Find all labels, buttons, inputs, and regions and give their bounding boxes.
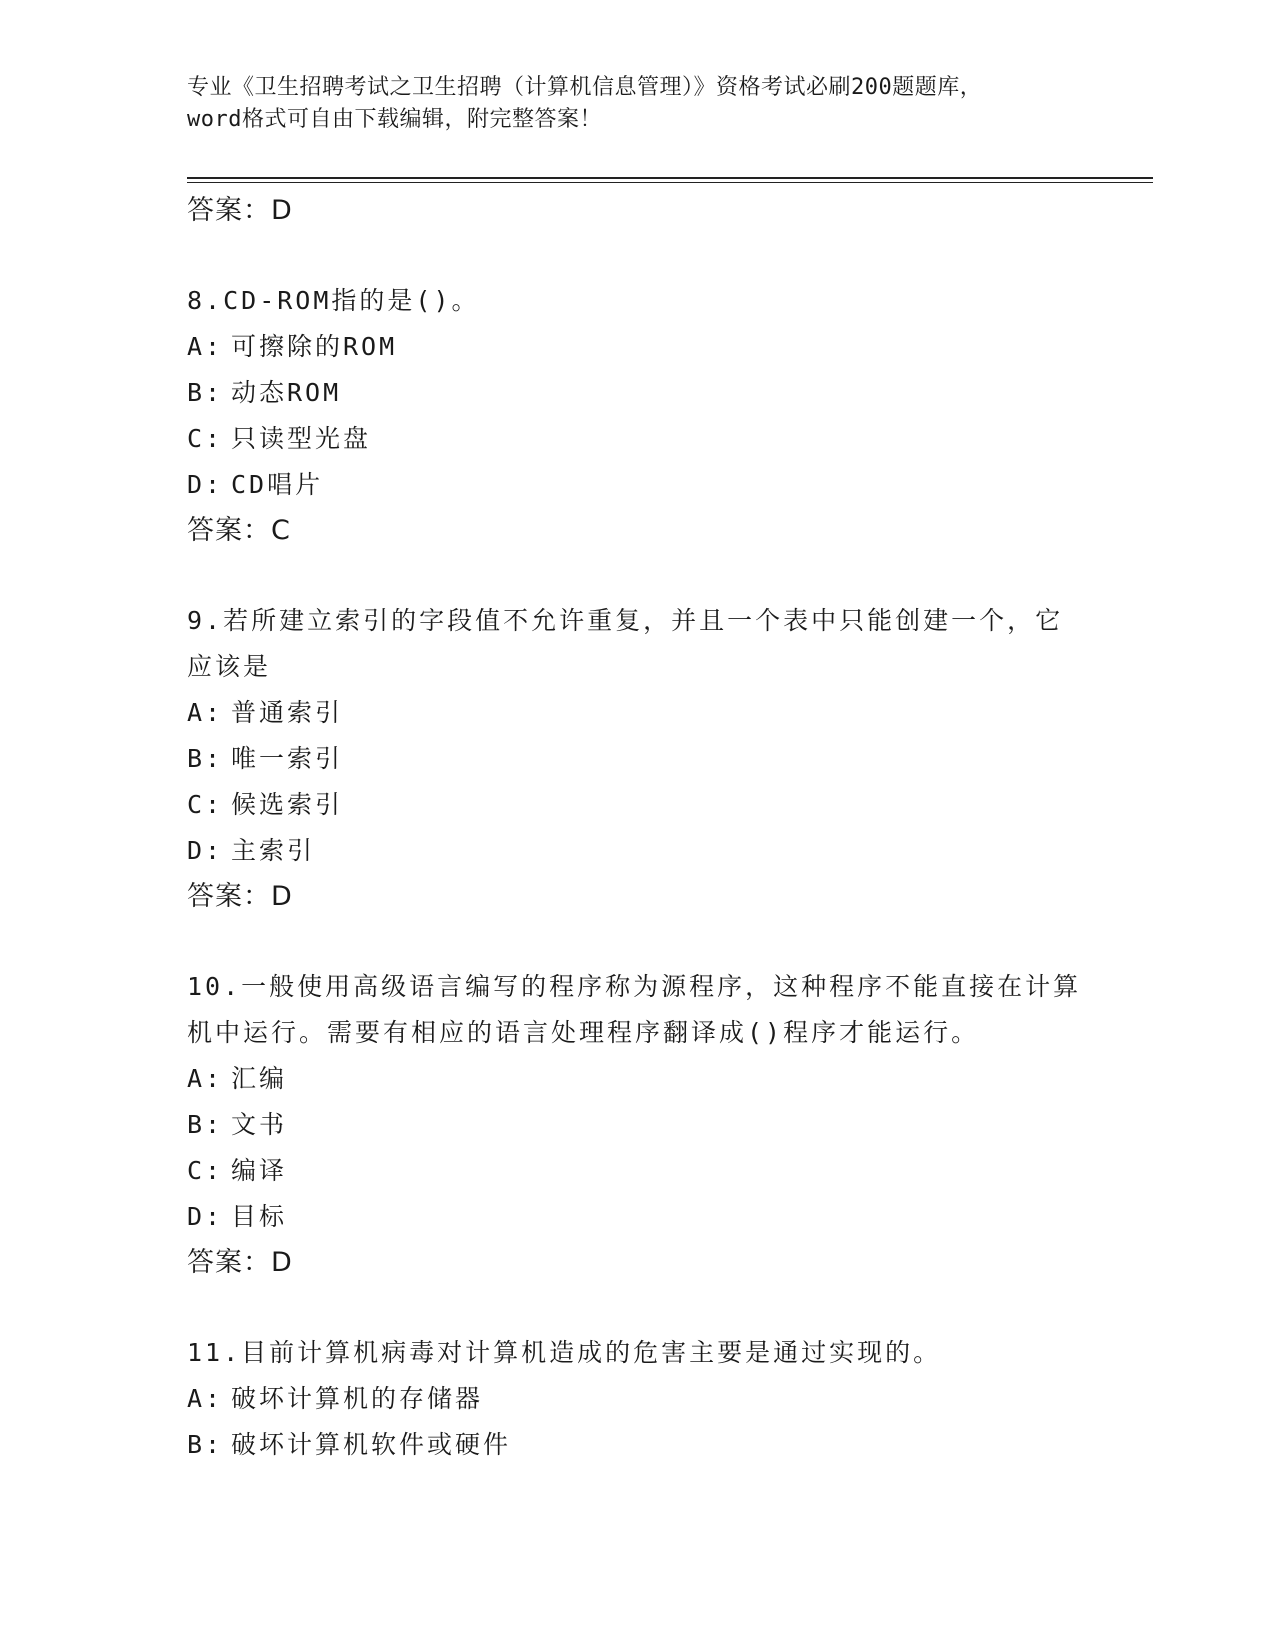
option-text: 主索引 [231,836,316,865]
option-c [187,416,1087,462]
answer-line: 答案：D [187,881,293,912]
option-b [187,370,1087,416]
option-text: 文书 [231,1110,288,1139]
option-text: 编译 [231,1156,288,1185]
question-stem: 11.目前计算机病毒对计算机造成的危害主要是通过实现的。 [187,1338,942,1367]
option-d [187,1194,1087,1240]
option-text: 普通索引 [231,698,344,727]
option-d [187,828,1087,874]
option-text: 唯一索引 [231,744,344,773]
option-letter: A: [187,332,224,361]
question-stem: 10.一般使用高级语言编写的程序称为源程序，这种程序不能直接在计算机中运行。需要有相应的语言处理程序翻译成()程序才能运行。 [187,972,1082,1047]
option-text: 破坏计算机的存储器 [231,1384,484,1413]
option-letter: B: [187,1430,224,1459]
question-stem: 8.CD-ROM指的是()。 [187,286,480,315]
option-letter: B: [187,378,224,407]
option-letter: B: [187,744,224,773]
option-text: 目标 [231,1202,288,1231]
option-b [187,736,1087,782]
previous-answer: 答案：D [187,195,293,226]
header-divider-thick [187,177,1153,179]
option-letter: D: [187,836,224,865]
option-b [187,1422,1087,1468]
header-divider-thin [187,182,1153,183]
option-letter: C: [187,424,224,453]
option-text: 可擦除的ROM [231,332,398,361]
option-letter: C: [187,1156,224,1185]
option-letter: D: [187,1202,224,1231]
option-text: CD唱片 [231,470,324,499]
option-letter: D: [187,470,224,499]
question-10 [187,964,1087,1286]
option-c [187,1148,1087,1194]
question-list [187,188,1087,1468]
question-11 [187,1330,1087,1468]
question-stem: 9.若所建立索引的字段值不允许重复，并且一个表中只能创建一个，它应该是 [187,606,1064,681]
option-text: 汇编 [231,1064,288,1093]
document-header [187,72,1087,136]
question-8 [187,278,1087,554]
option-letter: A: [187,1384,224,1413]
option-letter: A: [187,698,224,727]
option-a [187,324,1087,370]
option-c [187,782,1087,828]
answer-line: 答案：D [187,1247,293,1278]
option-text: 动态ROM [231,378,342,407]
option-a [187,1056,1087,1102]
answer-line: 答案：C [187,515,291,546]
option-text: 候选索引 [231,790,344,819]
option-letter: B: [187,1110,224,1139]
option-a [187,1376,1087,1422]
header-line-2: word格式可自由下载编辑，附完整答案！ [187,107,602,132]
option-d [187,462,1087,508]
header-line-1: 专业《卫生招聘考试之卫生招聘（计算机信息管理）》资格考试必刷200题题库， [187,75,983,100]
option-letter: C: [187,790,224,819]
option-text: 破坏计算机软件或硬件 [231,1430,512,1459]
option-a [187,690,1087,736]
option-text: 只读型光盘 [231,424,372,453]
option-b [187,1102,1087,1148]
question-9 [187,598,1087,920]
option-letter: A: [187,1064,224,1093]
